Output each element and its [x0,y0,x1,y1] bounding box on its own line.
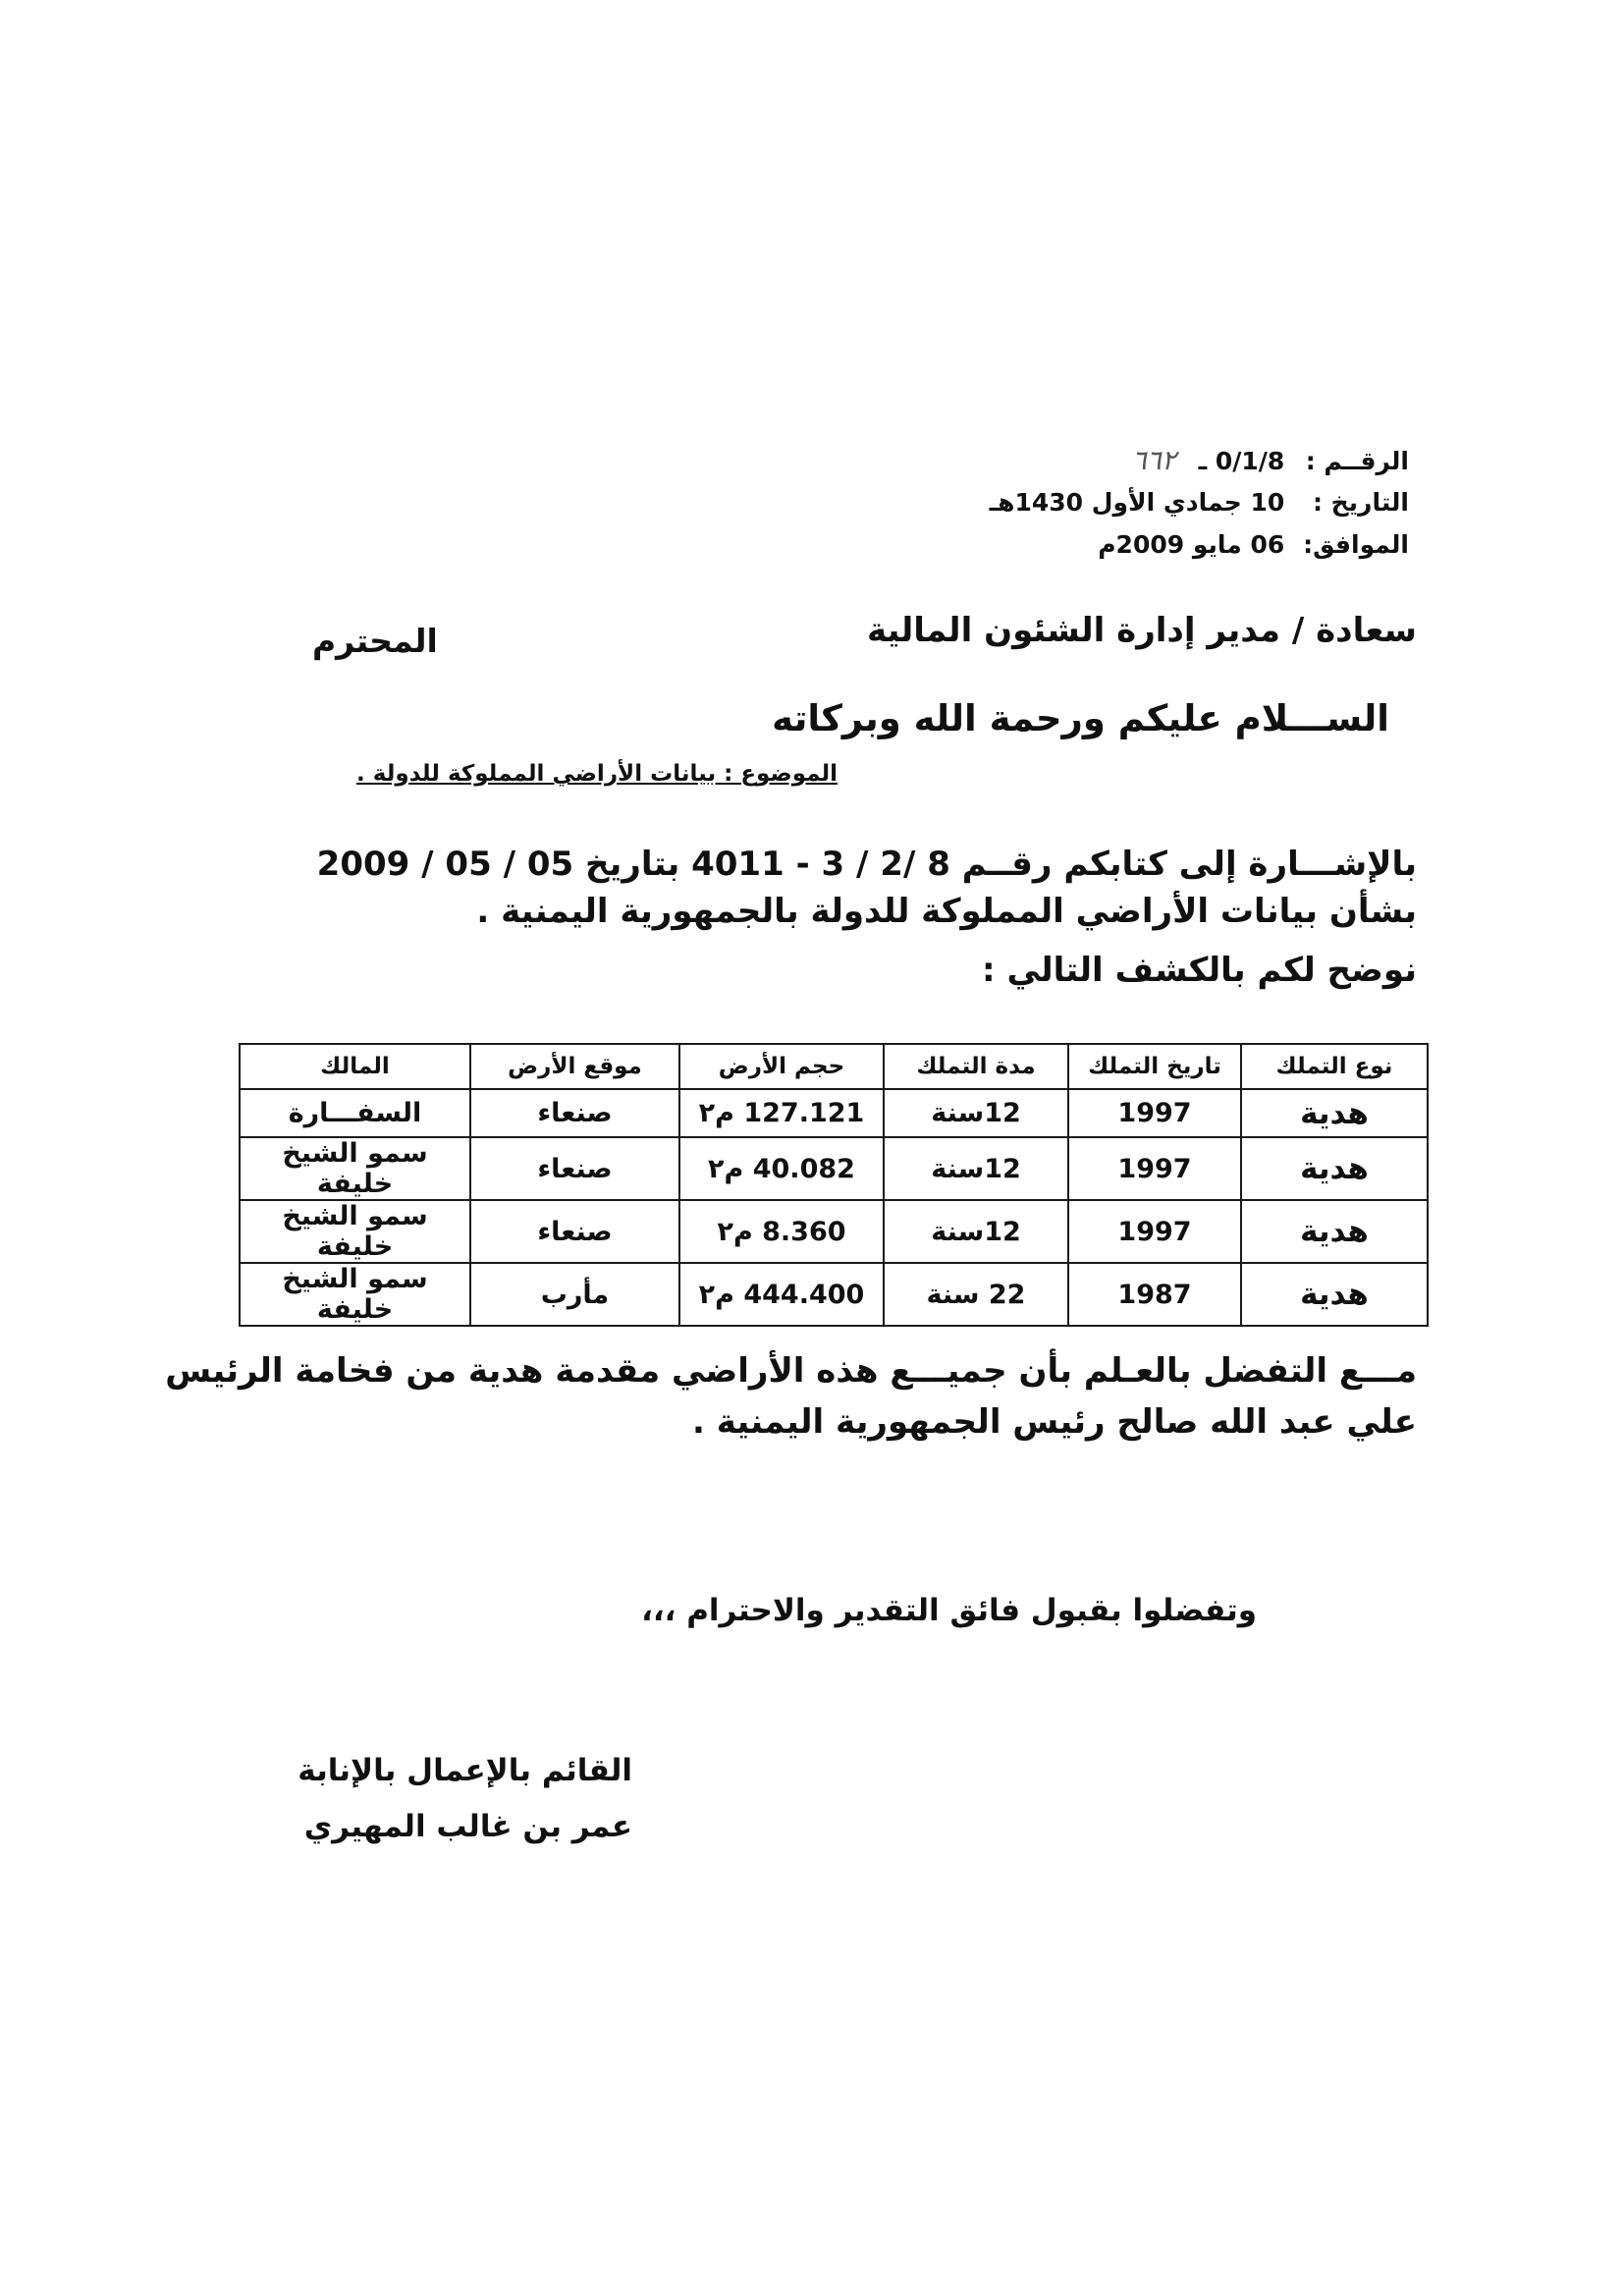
col-header-duration: مدة التملك [884,1044,1068,1089]
cell-duration: 12سنة [884,1089,1068,1137]
cell-type: هدية [1241,1089,1428,1137]
cell-size: 127.121 م٢ [679,1089,884,1137]
note-line-1: مـــع التفضل بالعـلم بأن جميـــع هذه الأراضي مقدمة هدية من فخامة الرئيس [165,1351,1417,1391]
body-line-1: بالإشـــارة إلى كتابكم رقــم 8 /2 / 3 - 4011 بتاريخ 05 / 05 / 2009 [316,845,1417,884]
equiv-label: الموافق: [1303,530,1409,559]
equiv-value: 06 مايو 2009م [1098,530,1285,559]
cell-location: صنعاء [470,1089,679,1137]
table-row [240,1137,1428,1200]
subject-line: الموضوع : بيانات الأراضي المملوكة للدولة . [356,761,839,787]
cell-location: صنعاء [470,1137,679,1200]
table-row [240,1089,1428,1137]
cell-type: هدية [1241,1200,1428,1263]
cell-owner: سمو الشيخ خليفة [240,1263,470,1326]
note-line-2: علي عبد الله صالح رئيس الجمهورية اليمنية . [691,1402,1417,1442]
cell-date: 1987 [1068,1263,1241,1326]
addressee: سعادة / مدير إدارة الشئون المالية [866,611,1417,650]
greeting: الســـلام عليكم ورحمة الله وبركاته [772,697,1389,739]
cell-location: صنعاء [470,1200,679,1263]
cell-owner: السفـــارة [240,1089,470,1137]
cell-duration: 22 سنة [884,1263,1068,1326]
cell-size: 40.082 م٢ [679,1137,884,1200]
date-value: 10 جمادي الأول 1430هـ [989,488,1285,517]
equiv-date-line [1098,530,1409,559]
table-row [240,1263,1428,1326]
cell-owner: سمو الشيخ خليفة [240,1200,470,1263]
cell-size: 8.360 م٢ [679,1200,884,1263]
cell-size: 444.400 م٢ [679,1263,884,1326]
signatory-title: القائم بالإعمال بالإنابة [298,1753,632,1788]
col-header-date: تاريخ التملك [1068,1044,1241,1089]
land-table [239,1043,1429,1327]
cell-duration: 12سنة [884,1200,1068,1263]
date-label: التاريخ : [1312,488,1409,517]
cell-duration: 12سنة [884,1137,1068,1200]
ref-handwritten: ٦٦٢ [1131,444,1176,476]
col-header-owner: المالك [240,1044,470,1089]
date-line [990,488,1409,517]
ref-label: الرقــم : [1305,447,1409,475]
closing-line: وتفضلوا بقبول فائق التقدير والاحترام ،،، [641,1593,1257,1628]
honorific: المحترم [312,622,438,660]
table-header-row [240,1044,1428,1089]
body-line-2: بشأن بيانات الأراضي المملوكة للدولة بالجمهورية اليمنية . [476,892,1417,931]
col-header-size: حجم الأرض [679,1044,884,1089]
cell-type: هدية [1241,1137,1428,1200]
signatory-name: عمر بن غالب المهيري [303,1809,632,1844]
col-header-type: نوع التملك [1241,1044,1428,1089]
col-header-location: موقع الأرض [470,1044,679,1089]
ref-line [1132,444,1409,476]
cell-date: 1997 [1068,1200,1241,1263]
cell-location: مأرب [470,1263,679,1326]
cell-owner: سمو الشيخ خليفة [240,1137,470,1200]
ref-value: 0/1/8 ـ [1198,447,1285,475]
table-row [240,1200,1428,1263]
cell-type: هدية [1241,1263,1428,1326]
body-line-3: نوضح لكم بالكشف التالي : [982,951,1417,990]
cell-date: 1997 [1068,1089,1241,1137]
cell-date: 1997 [1068,1137,1241,1200]
